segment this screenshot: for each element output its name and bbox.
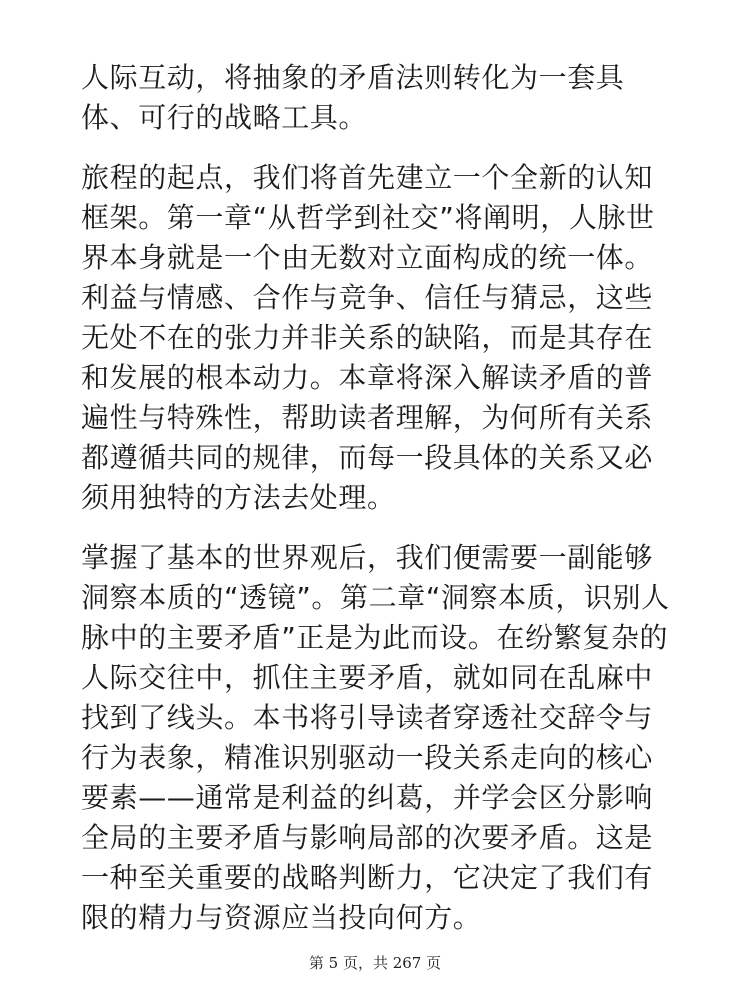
paragraph-1: 人际互动，将抽象的矛盾法则转化为一套具体、可行的战略工具。: [81, 61, 625, 134]
paragraph-3: 掌握了基本的世界观后，我们便需要一副能够洞察本质的“透镜”。第二章“洞察本质，识别人脉中的主要矛盾”正是为此而设。在纷繁复杂的人际交往中，抓住主要矛盾，就如同在乱麻中找到了线头。本书将引导读者穿透社交辞令与行为表象，精准识别驱动一段关系走向的核心要素——通常是利益的纠葛，并学会区分影响全局的主要矛盾与影响局部的次要矛盾。这是一种至关重要的战略判断力，它决定了我们有限的精力与资源应当投向何方。: [81, 541, 670, 934]
page-body: [81, 58, 681, 958]
page-number-footer: 第 5 页，共 267 页: [308, 954, 442, 972]
paragraph-2: 旅程的起点，我们将首先建立一个全新的认知框架。第一章“从哲学到社交”将阐明，人脉世界本身就是一个由无数对立面构成的统一体。利益与情感、合作与竞争、信任与猜忌，这些无处不在的张力并非关系的缺陷，而是其存在和发展的根本动力。本章将深入解读矛盾的普遍性与特殊性，帮助读者理解，为何所有关系都遵循共同的规律，而每一段具体的关系又必须用独特的方法去处理。: [81, 161, 655, 514]
